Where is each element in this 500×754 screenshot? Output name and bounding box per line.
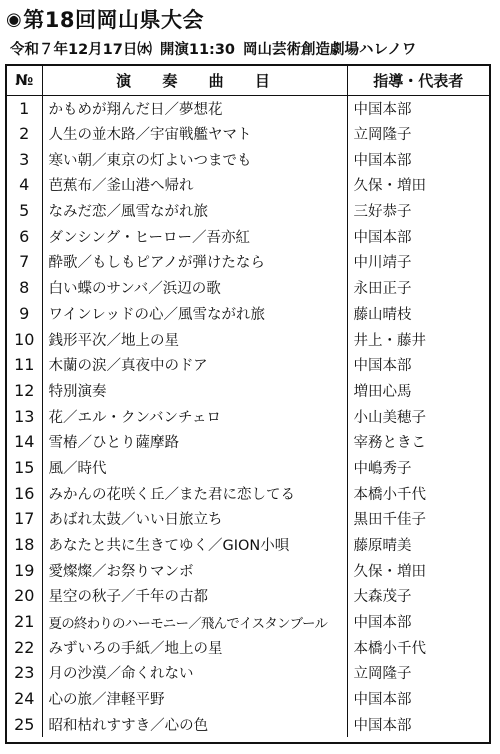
leader-name: 立岡隆子 bbox=[353, 127, 412, 144]
row-number: 10 bbox=[7, 326, 42, 352]
event-date: 令和７年12月17日㈬ bbox=[10, 41, 152, 58]
bullet-icon: ◉ bbox=[6, 8, 23, 30]
row-number: 13 bbox=[7, 403, 42, 429]
table-row bbox=[7, 712, 489, 738]
row-number: 25 bbox=[7, 712, 42, 738]
row-number: 4 bbox=[7, 172, 42, 198]
song-title: ダンシング・ヒーロー／吾亦紅 bbox=[42, 223, 347, 249]
song-title: かもめが翔んだ日／夢想花 bbox=[42, 95, 347, 121]
song-title: みかんの花咲く丘／また君に恋してる bbox=[42, 480, 347, 506]
leader-name: 中国本部 bbox=[353, 101, 412, 118]
table-row bbox=[7, 455, 489, 481]
song-title: 銭形平次／地上の星 bbox=[42, 326, 347, 352]
event-time: 開演11:30 bbox=[159, 41, 236, 58]
leader-name: 増田心馬 bbox=[353, 383, 412, 400]
column-header-leader: 指導・代表者 bbox=[347, 66, 489, 95]
column-header-no: № bbox=[7, 66, 42, 95]
row-number: 20 bbox=[7, 583, 42, 609]
song-title: 花／エル・クンバンチェロ bbox=[42, 403, 347, 429]
row-number: 19 bbox=[7, 557, 42, 583]
song-title: あなたと共に生きてゆく／GION小唄 bbox=[42, 532, 347, 558]
row-number: 1 bbox=[7, 95, 42, 121]
column-header-title: 演 奏 曲 目 bbox=[42, 66, 347, 95]
song-title: 心の旅／津軽平野 bbox=[42, 686, 347, 712]
row-number: 5 bbox=[7, 198, 42, 224]
song-title: 木蘭の涙／真夜中のドア bbox=[42, 352, 347, 378]
row-number: 9 bbox=[7, 301, 42, 327]
leader-name: 中川靖子 bbox=[353, 255, 412, 272]
row-number: 17 bbox=[7, 506, 42, 532]
song-title: 夏の終わりのハーモニー／飛んでイスタンブール bbox=[42, 609, 347, 635]
song-title: 芭蕉布／釜山港へ帰れ bbox=[42, 172, 347, 198]
leader-name: 中国本部 bbox=[353, 692, 412, 709]
leader-name: 宰務ときこ bbox=[353, 435, 426, 452]
song-title: 風／時代 bbox=[42, 455, 347, 481]
row-number: 21 bbox=[7, 609, 42, 635]
row-number: 18 bbox=[7, 532, 42, 558]
leader-name: 大森茂子 bbox=[353, 589, 412, 606]
table-row bbox=[7, 609, 489, 635]
song-title: なみだ恋／風雪ながれ旅 bbox=[42, 198, 347, 224]
song-title: 雪椿／ひとり薩摩路 bbox=[42, 429, 347, 455]
song-title: 特別演奏 bbox=[42, 378, 347, 404]
event-venue: 岡山芸術創造劇場ハレノワ bbox=[243, 41, 417, 58]
leader-name: 本橋小千代 bbox=[353, 640, 426, 657]
song-title: ワインレッドの心／風雪ながれ旅 bbox=[42, 301, 347, 327]
event-info bbox=[10, 37, 416, 59]
song-title: みずいろの手紙／地上の星 bbox=[42, 634, 347, 660]
song-title: あばれ太鼓／いい日旅立ち bbox=[42, 506, 347, 532]
song-title: 昭和枯れすすき／心の色 bbox=[42, 712, 347, 738]
row-number: 7 bbox=[7, 249, 42, 275]
table-row bbox=[7, 249, 489, 275]
leader-name: 黒田千佳子 bbox=[353, 512, 426, 529]
leader-name: 藤原晴美 bbox=[353, 538, 412, 555]
leader-name: 井上・藤井 bbox=[353, 332, 426, 349]
song-title: 星空の秋子／千年の古都 bbox=[42, 583, 347, 609]
table-row bbox=[7, 301, 489, 327]
leader-name: 中国本部 bbox=[353, 229, 412, 246]
row-number: 14 bbox=[7, 429, 42, 455]
event-title-text: 第18回岡山県大会 bbox=[23, 8, 204, 32]
row-number: 15 bbox=[7, 455, 42, 481]
table-row bbox=[7, 429, 489, 455]
table-row bbox=[7, 352, 489, 378]
table-row bbox=[7, 172, 489, 198]
table-row bbox=[7, 403, 489, 429]
table-row bbox=[7, 634, 489, 660]
leader-name: 立岡隆子 bbox=[353, 666, 412, 683]
row-number: 23 bbox=[7, 660, 42, 686]
table-row bbox=[7, 121, 489, 147]
song-title: 寒い朝／東京の灯よいつまでも bbox=[42, 146, 347, 172]
table-row bbox=[7, 378, 489, 404]
leader-name: 小山美穂子 bbox=[353, 409, 426, 426]
song-title: 人生の並木路／宇宙戦艦ヤマト bbox=[42, 121, 347, 147]
table-row bbox=[7, 686, 489, 712]
row-number: 12 bbox=[7, 378, 42, 404]
song-title: 愛燦燦／お祭りマンボ bbox=[42, 557, 347, 583]
table-header-row bbox=[7, 66, 489, 95]
leader-name: 中国本部 bbox=[353, 615, 412, 632]
leader-name: 中国本部 bbox=[353, 152, 412, 169]
leader-name: 中国本部 bbox=[353, 358, 412, 375]
table-row bbox=[7, 660, 489, 686]
leader-name: 藤山晴枝 bbox=[353, 306, 412, 323]
table-row bbox=[7, 95, 489, 121]
leader-name: 本橋小千代 bbox=[353, 486, 426, 503]
table-row bbox=[7, 583, 489, 609]
leader-name: 三好恭子 bbox=[353, 204, 412, 221]
song-title: 月の沙漠／命くれない bbox=[42, 660, 347, 686]
table-row bbox=[7, 326, 489, 352]
table-row bbox=[7, 532, 489, 558]
leader-name: 久保・増田 bbox=[353, 563, 426, 580]
leader-name: 中国本部 bbox=[353, 717, 412, 734]
leader-name: 久保・増田 bbox=[353, 178, 426, 195]
table-row bbox=[7, 557, 489, 583]
leader-name: 永田正子 bbox=[353, 281, 412, 298]
table-row bbox=[7, 198, 489, 224]
row-number: 2 bbox=[7, 121, 42, 147]
leader-name: 中嶋秀子 bbox=[353, 460, 412, 477]
table-row bbox=[7, 146, 489, 172]
row-number: 8 bbox=[7, 275, 42, 301]
event-title bbox=[6, 4, 204, 34]
row-number: 22 bbox=[7, 634, 42, 660]
row-number: 16 bbox=[7, 480, 42, 506]
song-title: 酔歌／もしもピアノが弾けたなら bbox=[42, 249, 347, 275]
table-row bbox=[7, 223, 489, 249]
row-number: 24 bbox=[7, 686, 42, 712]
program-table bbox=[5, 64, 491, 744]
table-row bbox=[7, 506, 489, 532]
row-number: 11 bbox=[7, 352, 42, 378]
song-title: 白い蝶のサンバ／浜辺の歌 bbox=[42, 275, 347, 301]
table-row bbox=[7, 275, 489, 301]
row-number: 3 bbox=[7, 146, 42, 172]
row-number: 6 bbox=[7, 223, 42, 249]
table-row bbox=[7, 480, 489, 506]
